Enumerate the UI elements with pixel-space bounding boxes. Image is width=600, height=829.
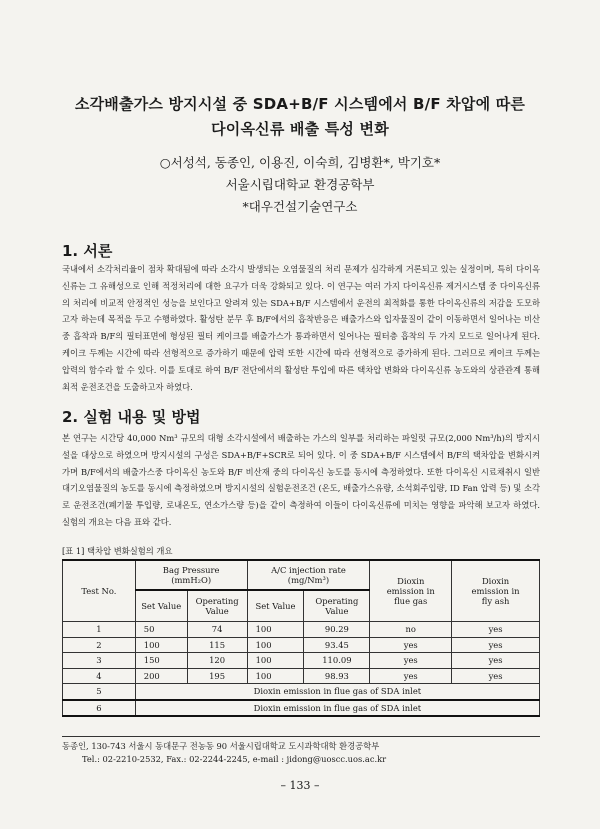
table-row (63, 668, 540, 684)
paper-title-line2: 다이옥신류 배출 특성 변화 (211, 120, 389, 138)
cell-ac-set: 100 (247, 668, 304, 684)
cell-bp-set: 100 (135, 637, 187, 653)
cell-dioxin-ash: yes (452, 653, 540, 669)
table-row (63, 637, 540, 653)
cell-test-no: 2 (63, 637, 136, 653)
cell-ac-operating: 90.29 (304, 622, 370, 638)
cell-dioxin-flue: yes (370, 637, 452, 653)
cell-dioxin-flue: no (370, 622, 452, 638)
cell-dioxin-flue: yes (370, 668, 452, 684)
cell-ac-operating: 93.45 (304, 637, 370, 653)
table-row (63, 622, 540, 638)
header-bp-operating-value: Operating Value (187, 590, 247, 622)
cell-ac-set: 100 (247, 653, 304, 669)
author-list: ○서성석, 동종인, 이용진, 이숙희, 김병환*, 박기호* (159, 155, 441, 170)
cell-test-no: 5 (63, 684, 136, 700)
cell-bp-set: 150 (135, 653, 187, 669)
introduction-paragraph: 국내에서 소각처리율이 점차 확대됨에 따라 소각시 발생되는 오염물질의 처리 문제가 심각하게 거론되고 있는 실정이며, 특히 다이옥신류는 그 유해성으로 인해 적정처리에 대한 요구가 더욱 강화되고 있다. 이 연구는 여러 가지 다이옥신류 제거시스템 중 다이옥신류의 처리에 비교적 안정적인 성능을 보인다고 알려져 있는 SDA+B/F 시스템에서 운전의 최적화를 통한 다이옥신류의 저감을 도모하고자 하는데 목적을 두고 수행하였다. 활성탄 분무 후 B/F에서의 흡착반응은 배출가스와 입자물질이 같이 이동하면서 일어나는 비산중 흡착과 B/F의 필터표면에 형성된 필터 케이크를 배출가스가 통과하면서 일어나는 필터층 흡착의 두 가지 모드로 일어나게 된다. 케이크 두께는 시간에 따라 선형적으로 증가하기 때문에 압력 또한 시간에 따라 선형적으로 증가하게 된다. 그러므로 케이크 두께는 압력의 함수라 할 수 있다. 이를 토대로 하여 B/F 전단에서의 활성탄 투입에 따른 택차압 변화와 다이옥신류 농도와의 상관관계 통해 최적 운전조건을 도출하고자 하였다. (62, 264, 540, 392)
cell-bp-operating: 195 (187, 668, 247, 684)
cell-ac-set: 100 (247, 637, 304, 653)
paper-title-line1: 소각배출가스 방지시설 중 SDA+B/F 시스템에서 B/F 차압에 따른 (74, 95, 526, 113)
cell-ac-operating: 98.93 (304, 668, 370, 684)
cell-bp-set: 200 (135, 668, 187, 684)
cell-test-no: 1 (63, 622, 136, 638)
header-dioxin-flue-gas: Dioxin emission in flue gas (370, 560, 452, 622)
affiliation-secondary: *대우건설기술연구소 (242, 199, 358, 214)
cell-test-no: 6 (63, 700, 136, 717)
footnote-divider (62, 736, 540, 737)
cell-ac-operating: 110.09 (304, 653, 370, 669)
page-number: – 133 – (280, 779, 320, 792)
header-dioxin-fly-ash: Dioxin emission in fly ash (452, 560, 540, 622)
cell-bp-operating: 120 (187, 653, 247, 669)
cell-dioxin-flue: yes (370, 653, 452, 669)
header-bag-pressure: Bag Pressure (mmH₂O) (135, 560, 247, 590)
cell-bp-operating: 74 (187, 622, 247, 638)
cell-merged-description: Dioxin emission in flue gas of SDA inlet (135, 684, 539, 700)
section-heading-methods: 2. 실험 내용 및 방법 (62, 408, 201, 426)
table-row (63, 700, 540, 717)
cell-bp-set: 50 (135, 622, 187, 638)
affiliation-primary: 서울시립대학교 환경공학부 (225, 177, 375, 192)
cell-bp-operating: 115 (187, 637, 247, 653)
header-bp-set-value: Set Value (135, 590, 187, 622)
cell-merged-description: Dioxin emission in flue gas of SDA inlet (135, 700, 539, 717)
cell-test-no: 3 (63, 653, 136, 669)
table-row (63, 653, 540, 669)
cell-test-no: 4 (63, 668, 136, 684)
cell-ac-set: 100 (247, 622, 304, 638)
cell-dioxin-ash: yes (452, 622, 540, 638)
experiment-summary-table (62, 559, 540, 717)
header-ac-injection-rate: A/C injection rate (mg/Nm³) (247, 560, 370, 590)
section-heading-introduction: 1. 서론 (62, 242, 113, 260)
table-caption: [표 1] 택차압 변화실험의 개요 (62, 546, 173, 556)
table-row (63, 684, 540, 700)
header-ac-set-value: Set Value (247, 590, 304, 622)
header-ac-operating-value: Operating Value (304, 590, 370, 622)
header-test-no: Test No. (63, 560, 136, 622)
footnote-address: 동종인, 130-743 서울시 동대문구 전농동 90 서울시립대학교 도시과학대학 환경공학부 (62, 741, 380, 751)
cell-dioxin-ash: yes (452, 637, 540, 653)
methods-paragraph: 본 연구는 시간당 40,000 Nm³ 규모의 대형 소각시설에서 배출하는 가스의 일부를 처리하는 파일럿 규모(2,000 Nm³/h)의 방지시설을 대상으로 하였으며 방지시설의 구성은 SDA+B/F+SCR로 되어 있다. 이 중 SDA+B/F 시스템에서 B/F의 택차압을 변화시켜가며 B/F에서의 배출가스중 다이옥신 농도와 B/F 비산재 중의 다이옥신 농도를 동시에 측정하였다. 또한 다이옥신 시료채취시 일반 대기오염물질의 농도를 동시에 측정하였으며 방지시설의 실험운전조건 (온도, 배출가스유량, 소석회주입량, ID Fan 압력 등) 및 소각로 운전조건(폐기물 투입량, 로내온도, 연소가스량 등)을 같이 측정하여 이들이 다이옥신류에 미치는 영향을 파악해 보고자 하였다. 실험의 개요는 다음 표와 같다. (62, 433, 540, 527)
footnote-contact: Tel.: 02-2210-2532, Fax.: 02-2244-2245, e-mail : jidong@uoscc.uos.ac.kr (82, 754, 387, 764)
cell-dioxin-ash: yes (452, 668, 540, 684)
